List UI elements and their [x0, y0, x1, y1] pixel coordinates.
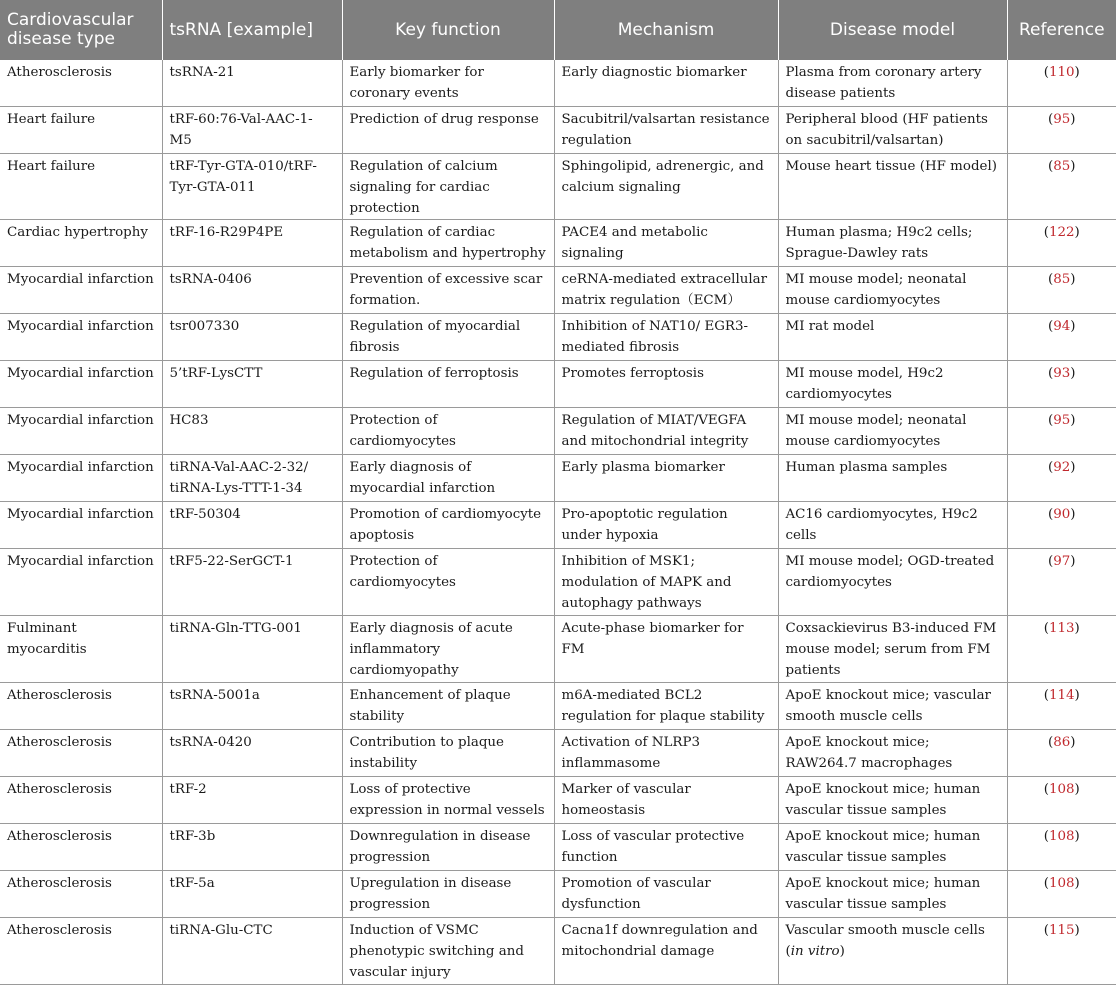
- tsrna-cell: [162, 455, 342, 502]
- disease-model-cell-text: AC16 cardiomyocytes, H9c2 cells: [785, 507, 978, 543]
- key-function-cell-text: Prediction of drug response: [349, 112, 539, 127]
- key-function-cell-text: Induction of VSMC phenotypic switching and vascular injury: [349, 923, 524, 980]
- tsrna-cell: [162, 871, 342, 918]
- disease-type-cell: [0, 154, 162, 220]
- disease-type-cell-text: Heart failure: [7, 112, 96, 127]
- disease-type-cell: [0, 871, 162, 918]
- key-function-cell: [342, 824, 554, 871]
- key-function-cell: [342, 361, 554, 408]
- key-function-cell: [342, 777, 554, 824]
- reference-cell: (95): [1007, 408, 1116, 455]
- disease-type-cell: [0, 220, 162, 267]
- mechanism-cell-text: Inhibition of MSK1; modulation of MAPK and autophagy pathways: [561, 554, 732, 611]
- reference-link[interactable]: 85: [1053, 272, 1071, 287]
- disease-type-cell: [0, 502, 162, 549]
- disease-type-cell: [0, 60, 162, 107]
- mechanism-cell-text: Pro-apoptotic regulation under hypoxia: [561, 507, 728, 543]
- disease-model-cell-text: ApoE knockout mice; human vascular tissue samples: [785, 876, 981, 912]
- mechanism-cell-text: Promotes ferroptosis: [561, 366, 704, 381]
- mechanism-cell: [554, 730, 778, 777]
- disease-type-cell-text: Myocardial infarction: [7, 272, 154, 287]
- mechanism-cell: [554, 616, 778, 683]
- reference-cell: (115): [1007, 918, 1116, 985]
- reference-link[interactable]: 108: [1048, 782, 1075, 797]
- reference-link[interactable]: 95: [1053, 112, 1071, 127]
- key-function-cell: [342, 549, 554, 616]
- tsrna-cell: [162, 549, 342, 616]
- disease-type-cell-text: Atherosclerosis: [7, 735, 112, 750]
- key-function-cell: [342, 616, 554, 683]
- disease-type-cell-text: Myocardial infarction: [7, 507, 154, 522]
- disease-model-cell-text: ApoE knockout mice; RAW264.7 macrophages: [785, 735, 953, 771]
- key-function-cell: [342, 314, 554, 361]
- key-function-cell: [342, 60, 554, 107]
- mechanism-cell-text: PACE4 and metabolic signaling: [561, 225, 708, 261]
- disease-model-cell-text: MI mouse model, H9c2 cardiomyocytes: [785, 366, 944, 402]
- reference-link[interactable]: 92: [1053, 460, 1071, 475]
- reference-link[interactable]: 97: [1053, 554, 1071, 569]
- header-reference: Reference: [1007, 0, 1116, 60]
- table-row: [0, 824, 1116, 871]
- disease-model-cell-text: MI rat model: [785, 319, 875, 334]
- disease-model-cell-text: ApoE knockout mice; vascular smooth muscle cells: [785, 688, 991, 724]
- mechanism-cell: [554, 502, 778, 549]
- reference-cell: (108): [1007, 871, 1116, 918]
- disease-model-cell-text: Mouse heart tissue (HF model): [785, 159, 997, 174]
- mechanism-cell-text: Activation of NLRP3 inflammasome: [561, 735, 700, 771]
- reference-link[interactable]: 85: [1053, 159, 1071, 174]
- mechanism-cell: [554, 267, 778, 314]
- mechanism-cell: [554, 154, 778, 220]
- disease-type-cell-text: Atherosclerosis: [7, 782, 112, 797]
- mechanism-cell: [554, 60, 778, 107]
- disease-model-cell: [778, 107, 1007, 154]
- disease-type-cell-text: Atherosclerosis: [7, 923, 112, 938]
- reference-link[interactable]: 95: [1053, 413, 1071, 428]
- disease-model-cell: [778, 154, 1007, 220]
- tsrna-cell-text: tiRNA-Gln-TTG-001: [169, 621, 302, 636]
- tsrna-cell: [162, 683, 342, 730]
- mechanism-cell: [554, 918, 778, 985]
- disease-type-cell-text: Atherosclerosis: [7, 65, 112, 80]
- table-row: [0, 60, 1116, 107]
- disease-model-cell: [778, 918, 1007, 985]
- disease-type-cell: [0, 408, 162, 455]
- reference-cell: (97): [1007, 549, 1116, 616]
- disease-type-cell: [0, 683, 162, 730]
- reference-link[interactable]: 90: [1053, 507, 1071, 522]
- tsrna-cell: [162, 154, 342, 220]
- disease-model-cell: [778, 314, 1007, 361]
- mechanism-cell-text: Early diagnostic biomarker: [561, 65, 747, 80]
- tsrna-cell-text: tRF-16-R29P4PE: [169, 225, 284, 240]
- disease-type-cell-text: Fulminant myocarditis: [7, 621, 87, 657]
- disease-type-cell: [0, 730, 162, 777]
- reference-cell: (113): [1007, 616, 1116, 683]
- mechanism-cell-text: Cacna1f downregulation and mitochondrial damage: [561, 923, 758, 959]
- tsrna-cell-text: tRF-60:76-Val-AAC-1-M5: [169, 112, 313, 148]
- table-row: [0, 154, 1116, 220]
- mechanism-cell: [554, 777, 778, 824]
- disease-model-cell: [778, 361, 1007, 408]
- table-row: [0, 730, 1116, 777]
- mechanism-cell-text: Regulation of MIAT/VEGFA and mitochondrial integrity: [561, 413, 749, 449]
- tsrna-cell: [162, 408, 342, 455]
- disease-model-cell: [778, 730, 1007, 777]
- disease-type-cell: [0, 616, 162, 683]
- key-function-cell-text: Protection of cardiomyocytes: [349, 413, 456, 449]
- mechanism-cell-text: Inhibition of NAT10/ EGR3-mediated fibrosis: [561, 319, 749, 355]
- disease-type-cell: [0, 267, 162, 314]
- tsrna-cell: [162, 220, 342, 267]
- key-function-cell: [342, 683, 554, 730]
- key-function-cell-text: Regulation of myocardial fibrosis: [349, 319, 521, 355]
- tsrna-cell: [162, 361, 342, 408]
- tsrna-cell-text: tsRNA-0406: [169, 272, 252, 287]
- tsrna-cell-text: tRF-2: [169, 782, 207, 797]
- table-row: [0, 918, 1116, 985]
- mechanism-cell: [554, 455, 778, 502]
- key-function-cell-text: Loss of protective expression in normal vessels: [349, 782, 545, 818]
- mechanism-cell: [554, 220, 778, 267]
- mechanism-cell: [554, 361, 778, 408]
- reference-cell: (114): [1007, 683, 1116, 730]
- table-row: [0, 777, 1116, 824]
- disease-type-cell-text: Atherosclerosis: [7, 876, 112, 891]
- disease-type-cell: [0, 107, 162, 154]
- disease-type-cell-text: Cardiac hypertrophy: [7, 225, 148, 240]
- table-row: [0, 683, 1116, 730]
- header-tsrna: tsRNA [example]: [162, 0, 342, 60]
- header-mechanism: Mechanism: [554, 0, 778, 60]
- header-key-function: Key function: [342, 0, 554, 60]
- key-function-cell-text: Early diagnosis of acute inflammatory cardiomyopathy: [349, 621, 513, 678]
- disease-model-cell-text: Plasma from coronary artery disease patients: [785, 65, 982, 101]
- reference-cell: (108): [1007, 824, 1116, 871]
- key-function-cell: [342, 220, 554, 267]
- key-function-cell: [342, 267, 554, 314]
- tsrna-cell-text: tsRNA-21: [169, 65, 235, 80]
- reference-cell: (85): [1007, 267, 1116, 314]
- disease-type-cell-text: Myocardial infarction: [7, 413, 154, 428]
- mechanism-cell-text: Early plasma biomarker: [561, 460, 725, 475]
- reference-link[interactable]: 94: [1053, 319, 1071, 334]
- disease-type-cell-text: Myocardial infarction: [7, 366, 154, 381]
- table-row: [0, 314, 1116, 361]
- disease-model-cell: [778, 455, 1007, 502]
- disease-type-cell: [0, 455, 162, 502]
- tsrna-cell: [162, 60, 342, 107]
- key-function-cell-text: Prevention of excessive scar formation.: [349, 272, 543, 308]
- key-function-cell-text: Regulation of calcium signaling for cardiac protection: [349, 159, 498, 216]
- reference-cell: (85): [1007, 154, 1116, 220]
- disease-model-cell-text: MI mouse model; neonatal mouse cardiomyocytes: [785, 272, 967, 308]
- tsrna-cell: [162, 502, 342, 549]
- mechanism-cell-text: Marker of vascular homeostasis: [561, 782, 691, 818]
- disease-model-cell: [778, 777, 1007, 824]
- disease-model-cell: [778, 549, 1007, 616]
- tsrna-cell-text: tRF-3b: [169, 829, 216, 844]
- table-row: [0, 107, 1116, 154]
- reference-link[interactable]: 108: [1048, 876, 1075, 891]
- key-function-cell-text: Regulation of ferroptosis: [349, 366, 519, 381]
- tsrna-cell-text: tRF5-22-SerGCT-1: [169, 554, 294, 569]
- reference-link[interactable]: 113: [1048, 621, 1075, 636]
- mechanism-cell-text: Sacubitril/valsartan resistance regulation: [561, 112, 770, 148]
- disease-model-cell: [778, 267, 1007, 314]
- table-row: [0, 408, 1116, 455]
- tsrna-cell-text: tsr007330: [169, 319, 240, 334]
- reference-link[interactable]: 93: [1053, 366, 1071, 381]
- table-row: [0, 220, 1116, 267]
- reference-cell: (122): [1007, 220, 1116, 267]
- disease-model-cell: [778, 408, 1007, 455]
- disease-model-cell-text: Vascular smooth muscle cells (: [785, 923, 985, 959]
- key-function-cell-text: Early diagnosis of myocardial infarction: [349, 460, 496, 496]
- tsrna-cell-text: tRF-Tyr-GTA-010/tRF-Tyr-GTA-011: [169, 159, 317, 195]
- disease-model-cell: [778, 871, 1007, 918]
- disease-model-cell: [778, 220, 1007, 267]
- disease-type-cell: [0, 314, 162, 361]
- mechanism-cell: [554, 824, 778, 871]
- disease-model-cell-text: Human plasma samples: [785, 460, 948, 475]
- tsrna-cell-text: tsRNA-0420: [169, 735, 252, 750]
- reference-cell: (86): [1007, 730, 1116, 777]
- tsrna-cell-text: tiRNA-Val-AAC-2-32/ tiRNA-Lys-TTT-1-34: [169, 460, 309, 496]
- key-function-cell: [342, 871, 554, 918]
- mechanism-cell-text: m6A-mediated BCL2 regulation for plaque stability: [561, 688, 765, 724]
- mechanism-cell-text: Sphingolipid, adrenergic, and calcium signaling: [561, 159, 764, 195]
- key-function-cell: [342, 107, 554, 154]
- tsrna-cell: [162, 918, 342, 985]
- disease-model-cell-text: ApoE knockout mice; human vascular tissue samples: [785, 829, 981, 865]
- disease-model-cell: [778, 824, 1007, 871]
- tsrna-cell-text: HC83: [169, 413, 209, 428]
- disease-type-cell-text: Myocardial infarction: [7, 319, 154, 334]
- tsrna-cell: [162, 777, 342, 824]
- key-function-cell-text: Promotion of cardiomyocyte apoptosis: [349, 507, 542, 543]
- tsrna-cell: [162, 267, 342, 314]
- key-function-cell-text: Contribution to plaque instability: [349, 735, 504, 771]
- table-row: [0, 361, 1116, 408]
- mechanism-cell-text: Acute-phase biomarker for FM: [561, 621, 744, 657]
- disease-model-cell: [778, 502, 1007, 549]
- disease-model-suffix: ): [839, 944, 845, 959]
- mechanism-cell: [554, 549, 778, 616]
- tsrna-cell: [162, 314, 342, 361]
- table-row: [0, 549, 1116, 616]
- disease-model-cell-text: Coxsackievirus B3-induced FM mouse model; serum from FM patients: [785, 621, 997, 678]
- reference-cell: (108): [1007, 777, 1116, 824]
- disease-model-cell-text: MI mouse model; OGD-treated cardiomyocytes: [785, 554, 995, 590]
- key-function-cell: [342, 408, 554, 455]
- disease-type-cell-text: Heart failure: [7, 159, 96, 174]
- key-function-cell-text: Regulation of cardiac metabolism and hypertrophy: [349, 225, 546, 261]
- table-row: [0, 455, 1116, 502]
- disease-type-cell: [0, 824, 162, 871]
- tsrna-cell: [162, 616, 342, 683]
- table-row: [0, 502, 1116, 549]
- key-function-cell: [342, 730, 554, 777]
- disease-model-cell: [778, 616, 1007, 683]
- reference-link[interactable]: 115: [1048, 923, 1075, 938]
- mechanism-cell: [554, 408, 778, 455]
- key-function-cell-text: Protection of cardiomyocytes: [349, 554, 456, 590]
- tsrna-cell-text: tiRNA-Glu-CTC: [169, 923, 273, 938]
- table-row: [0, 616, 1116, 683]
- disease-type-cell: [0, 549, 162, 616]
- disease-type-cell: [0, 777, 162, 824]
- reference-cell: (94): [1007, 314, 1116, 361]
- tsrna-cell: [162, 107, 342, 154]
- disease-type-cell-text: Atherosclerosis: [7, 829, 112, 844]
- mechanism-cell: [554, 683, 778, 730]
- mechanism-cell-text: Loss of vascular protective function: [561, 829, 745, 865]
- key-function-cell-text: Enhancement of plaque stability: [349, 688, 511, 724]
- disease-model-cell: [778, 60, 1007, 107]
- mechanism-cell-text: Promotion of vascular dysfunction: [561, 876, 711, 912]
- reference-link[interactable]: 108: [1048, 829, 1075, 844]
- header-disease-type: Cardiovascular disease type: [0, 0, 162, 60]
- key-function-cell: [342, 455, 554, 502]
- tsrna-cell: [162, 824, 342, 871]
- header-disease-model: Disease model: [778, 0, 1007, 60]
- tsrna-cell-text: tRF-5a: [169, 876, 215, 891]
- reference-link[interactable]: 122: [1048, 225, 1075, 240]
- reference-link[interactable]: 114: [1048, 688, 1075, 703]
- mechanism-cell-text: ceRNA-mediated extracellular matrix regulation（ECM）: [561, 272, 768, 308]
- disease-model-cell-text: Human plasma; H9c2 cells; Sprague-Dawley rats: [785, 225, 973, 261]
- disease-model-cell-text: ApoE knockout mice; human vascular tissue samples: [785, 782, 981, 818]
- reference-link[interactable]: 110: [1048, 65, 1075, 80]
- reference-cell: (95): [1007, 107, 1116, 154]
- disease-model-cell-text: Peripheral blood (HF patients on sacubitril/valsartan): [785, 112, 988, 148]
- disease-model-italic: in vitro: [790, 944, 840, 959]
- reference-link[interactable]: 86: [1053, 735, 1071, 750]
- disease-type-cell-text: Myocardial infarction: [7, 554, 154, 569]
- key-function-cell-text: Downregulation in disease progression: [349, 829, 531, 865]
- table-row: [0, 871, 1116, 918]
- key-function-cell: [342, 918, 554, 985]
- key-function-cell-text: Early biomarker for coronary events: [349, 65, 484, 101]
- disease-type-cell: [0, 361, 162, 408]
- key-function-cell-text: Upregulation in disease progression: [349, 876, 512, 912]
- reference-cell: (90): [1007, 502, 1116, 549]
- tsrna-cell-text: tsRNA-5001a: [169, 688, 260, 703]
- tsrna-cell-text: 5’tRF-LysCTT: [169, 366, 263, 381]
- reference-cell: (110): [1007, 60, 1116, 107]
- disease-type-cell-text: Atherosclerosis: [7, 688, 112, 703]
- reference-cell: (92): [1007, 455, 1116, 502]
- key-function-cell: [342, 502, 554, 549]
- disease-model-cell: [778, 683, 1007, 730]
- mechanism-cell: [554, 314, 778, 361]
- key-function-cell: [342, 154, 554, 220]
- disease-type-cell: [0, 918, 162, 985]
- disease-type-cell-text: Myocardial infarction: [7, 460, 154, 475]
- table-header-row: [0, 0, 1116, 60]
- mechanism-cell: [554, 871, 778, 918]
- tsrna-cell: [162, 730, 342, 777]
- reference-cell: (93): [1007, 361, 1116, 408]
- disease-model-cell-text: MI mouse model; neonatal mouse cardiomyocytes: [785, 413, 967, 449]
- table-row: [0, 267, 1116, 314]
- mechanism-cell: [554, 107, 778, 154]
- tsrna-cell-text: tRF-50304: [169, 507, 241, 522]
